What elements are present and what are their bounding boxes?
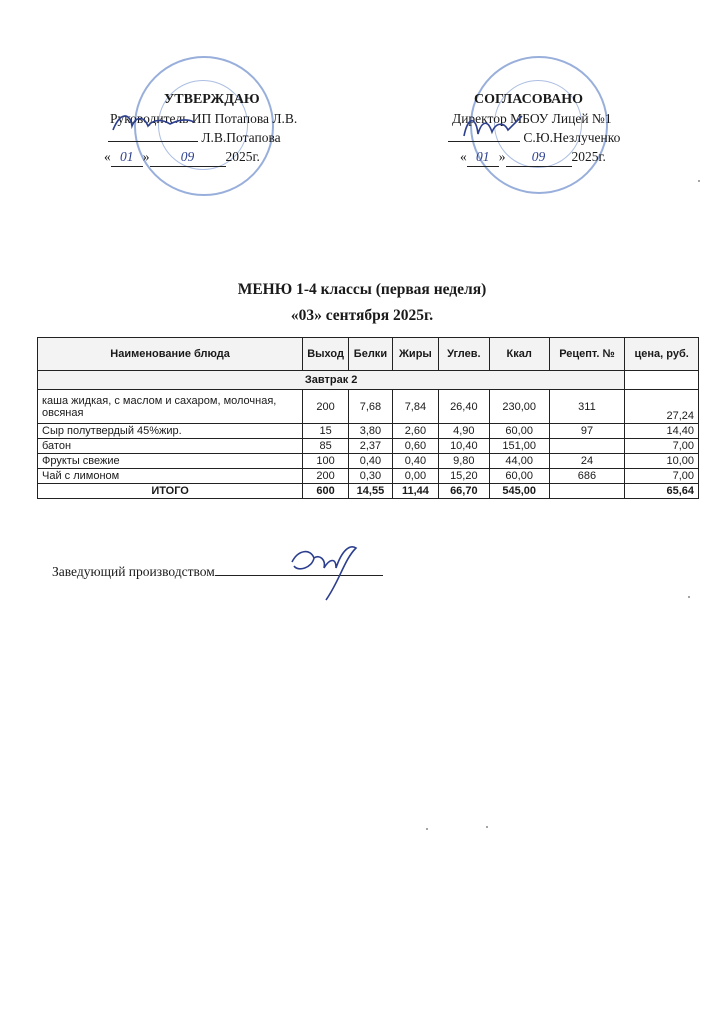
- dish-output: 15: [303, 424, 349, 439]
- signature-line: [108, 141, 198, 142]
- approval-left-name: Л.В.Потапова: [201, 130, 281, 145]
- total-kcal: 545,00: [489, 484, 549, 499]
- dish-fats: 0,00: [392, 469, 438, 484]
- header-carbs: Углев.: [438, 338, 489, 371]
- date-day: 01: [467, 147, 499, 167]
- dish-price: 7,00: [625, 439, 699, 454]
- dish-fats: 0,60: [392, 439, 438, 454]
- approval-left-title: УТВЕРЖДАЮ: [164, 92, 260, 107]
- dish-fats: 0,40: [392, 454, 438, 469]
- dish-output: 100: [303, 454, 349, 469]
- approval-right-role: Директор МБОУ Лицей №1: [452, 111, 612, 126]
- date-open-quote: «: [460, 149, 467, 164]
- dish-proteins: 3,80: [348, 424, 392, 439]
- table-row: [38, 439, 699, 454]
- approval-right-name: С.Ю.Незлученко: [523, 130, 621, 145]
- dish-name: Фрукты свежие: [38, 454, 303, 469]
- dish-recipe: 97: [549, 424, 625, 439]
- header-fats: Жиры: [392, 338, 438, 371]
- meal-price-cell: [625, 371, 699, 390]
- date-year: 2025г.: [225, 149, 260, 164]
- dish-price: 7,00: [625, 469, 699, 484]
- scan-speck: [688, 596, 690, 598]
- dish-proteins: 7,68: [348, 390, 392, 424]
- header-kcal: Ккал: [489, 338, 549, 371]
- signature-left: [108, 108, 198, 138]
- table-row: [38, 454, 699, 469]
- dish-recipe: 24: [549, 454, 625, 469]
- dish-recipe: 686: [549, 469, 625, 484]
- dish-name: батон: [38, 439, 303, 454]
- dish-name: каша жидкая, с маслом и сахаром, молочная, овсяная: [38, 390, 303, 424]
- menu-table: [37, 337, 699, 499]
- signature-right: [458, 110, 528, 144]
- dish-kcal: 60,00: [489, 424, 549, 439]
- approval-left-date: [104, 147, 344, 167]
- dish-fats: 7,84: [392, 390, 438, 424]
- total-recipe: [549, 484, 625, 499]
- footer-label: Заведующий производством: [52, 564, 215, 579]
- header-output: Выход: [303, 338, 349, 371]
- dish-proteins: 2,37: [348, 439, 392, 454]
- dish-price: 10,00: [625, 454, 699, 469]
- scan-speck: [486, 826, 488, 828]
- scan-speck: [426, 828, 428, 830]
- dish-recipe: 311: [549, 390, 625, 424]
- header-proteins: Белки: [348, 338, 392, 371]
- date-month: 09: [150, 147, 226, 167]
- total-proteins: 14,55: [348, 484, 392, 499]
- total-label: ИТОГО: [38, 484, 303, 499]
- dish-kcal: 151,00: [489, 439, 549, 454]
- approval-left-role: Руководитель ИП Потапова Л.В.: [110, 111, 298, 126]
- dish-name: Сыр полутвердый 45%жир.: [38, 424, 303, 439]
- date-month: 09: [506, 147, 572, 167]
- total-fats: 11,44: [392, 484, 438, 499]
- dish-carbs: 4,90: [438, 424, 489, 439]
- dish-price: 14,40: [625, 424, 699, 439]
- dish-kcal: 230,00: [489, 390, 549, 424]
- dish-carbs: 10,40: [438, 439, 489, 454]
- total-row: [38, 484, 699, 499]
- table-header-row: [38, 338, 699, 371]
- total-carbs: 66,70: [438, 484, 489, 499]
- dish-output: 200: [303, 390, 349, 424]
- header-name: Наименование блюда: [38, 338, 303, 371]
- scan-speck: [698, 180, 700, 182]
- date-close-quote: »: [142, 149, 150, 164]
- header-price: цена, руб.: [625, 338, 699, 371]
- dish-kcal: 44,00: [489, 454, 549, 469]
- meal-row: [38, 371, 699, 390]
- dish-output: 200: [303, 469, 349, 484]
- date-day: 01: [111, 147, 143, 167]
- dish-proteins: 0,30: [348, 469, 392, 484]
- dish-kcal: 60,00: [489, 469, 549, 484]
- approval-right-date: [460, 147, 688, 167]
- meal-label: Завтрак 2: [38, 371, 625, 390]
- table-row: [38, 424, 699, 439]
- signature-footer: [284, 540, 374, 604]
- dish-price: 27,24: [625, 390, 699, 424]
- dish-fats: 2,60: [392, 424, 438, 439]
- header-recipe: Рецепт. №: [549, 338, 625, 371]
- approval-right-title: СОГЛАСОВАНО: [474, 92, 583, 107]
- dish-output: 85: [303, 439, 349, 454]
- date-year: 2025г.: [571, 149, 606, 164]
- dish-carbs: 26,40: [438, 390, 489, 424]
- page-title: МЕНЮ 1-4 классы (первая неделя): [237, 281, 487, 298]
- date-open-quote: «: [104, 149, 111, 164]
- date-close-quote: »: [498, 149, 506, 164]
- dish-name: Чай с лимоном: [38, 469, 303, 484]
- dish-proteins: 0,40: [348, 454, 392, 469]
- total-output: 600: [303, 484, 349, 499]
- total-price: 65,64: [625, 484, 699, 499]
- page-date: «03» сентября 2025г.: [290, 307, 434, 324]
- dish-carbs: 9,80: [438, 454, 489, 469]
- dish-carbs: 15,20: [438, 469, 489, 484]
- table-row: [38, 390, 699, 424]
- table-row: [38, 469, 699, 484]
- dish-recipe: [549, 439, 625, 454]
